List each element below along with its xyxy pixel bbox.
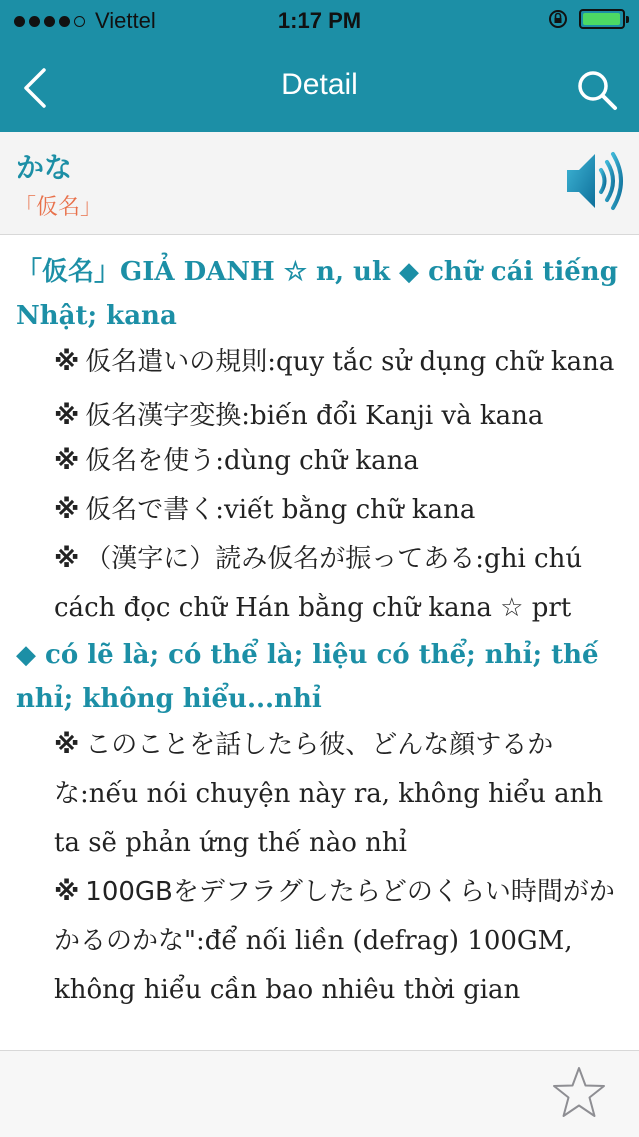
- example-meaning: :ghi chú cách đọc chữ Hán bằng chữ kana ☆ prt: [54, 544, 583, 623]
- speaker-icon: [563, 146, 625, 216]
- star-outline-icon: [551, 1065, 607, 1121]
- entry-reading: 「仮名」: [14, 195, 103, 220]
- example-meaning: :quy tắc sử dụng chữ kana: [267, 347, 615, 377]
- search-icon: [575, 68, 619, 112]
- carrier-name: Viettel: [95, 8, 156, 33]
- example-japanese: 仮名漢字変換: [85, 401, 242, 431]
- nav-bar: [0, 40, 639, 132]
- reference-mark: ※: [54, 446, 80, 476]
- page-title: Detail: [281, 68, 358, 101]
- example-meaning: :biến đổi Kanji và kana: [241, 401, 544, 431]
- entry-word: かな: [16, 151, 73, 184]
- reference-mark: ※: [54, 877, 80, 907]
- example-item: [16, 437, 623, 486]
- pronounce-button[interactable]: [563, 146, 625, 216]
- entry-header: [0, 132, 639, 235]
- example-meaning: :để nối liền (defrag) 100GM, không hiểu cần bao nhiêu thời gian: [54, 926, 573, 1005]
- reference-mark: ※: [54, 544, 80, 574]
- example-japanese: このことを話したら彼、どんな顔するかな: [54, 730, 554, 809]
- example-meaning: :dùng chữ kana: [215, 446, 419, 476]
- reference-mark: ※: [54, 495, 80, 525]
- status-time: 1:17 PM: [277, 8, 362, 33]
- example-item: [16, 868, 623, 1015]
- definition-content[interactable]: [0, 250, 639, 1048]
- status-right: [547, 8, 625, 30]
- status-bar: [0, 0, 639, 40]
- example-item: [16, 486, 623, 535]
- example-item: [16, 338, 623, 387]
- battery-icon: [579, 9, 625, 29]
- definition-heading: 「仮名」GIẢ DANH ☆ n, uk ◆ chữ cái tiếng Nhật; kana: [16, 257, 618, 331]
- example-meaning: :viết bằng chữ kana: [215, 495, 476, 525]
- example-japanese: 100GBをデフラグしたらどのくらい時間がかかるのかな": [54, 877, 615, 956]
- example-japanese: 仮名遣いの規則: [85, 347, 268, 377]
- search-button[interactable]: [575, 68, 619, 112]
- reference-mark: ※: [54, 401, 80, 431]
- example-meaning: :nếu nói chuyện này ra, không hiểu anh ta sẽ phản ứng thế nào nhỉ: [54, 779, 604, 858]
- example-japanese: （漢字に）読み仮名が振ってある: [85, 544, 476, 574]
- example-japanese: 仮名で書く: [85, 495, 216, 525]
- example-item: [16, 721, 623, 868]
- definition-heading: ◆ có lẽ là; có thể là; liệu có thể; nhỉ; thế nhỉ; không hiểu...nhỉ: [16, 640, 599, 714]
- rotation-lock-icon: [547, 8, 569, 30]
- reference-mark: ※: [54, 730, 80, 760]
- example-item: [16, 395, 623, 437]
- example-item: [16, 535, 623, 633]
- favorite-button[interactable]: [551, 1065, 607, 1121]
- bottom-toolbar: [0, 1050, 639, 1137]
- example-japanese: 仮名を使う: [85, 446, 216, 476]
- reference-mark: ※: [54, 347, 80, 377]
